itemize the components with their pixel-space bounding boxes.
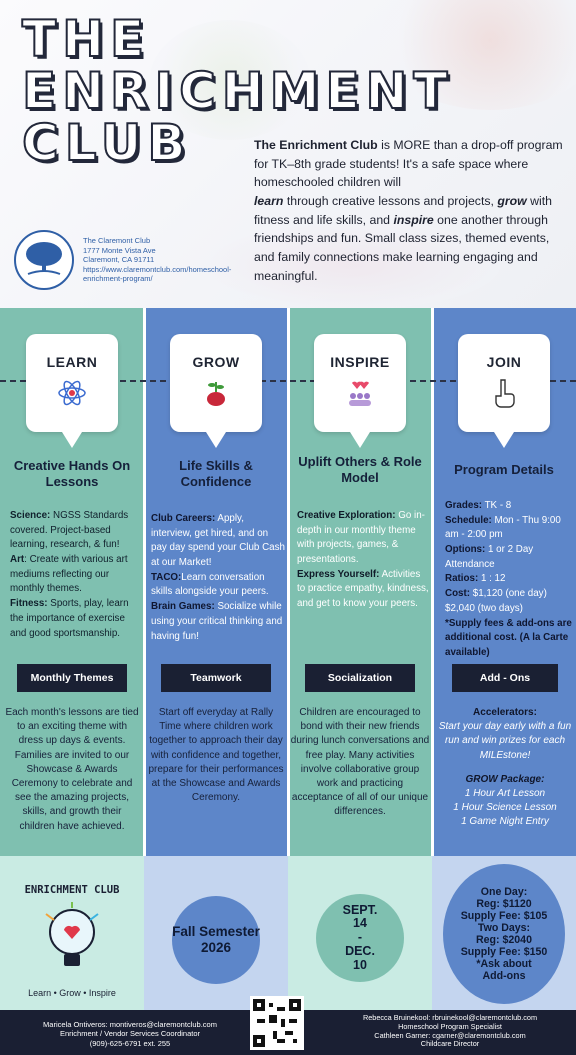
- contact-email-link[interactable]: Cathleen Garner: cgarner@claremontclub.com: [374, 1030, 526, 1040]
- join-label: JOIN: [486, 354, 522, 370]
- dates-cell: [288, 856, 432, 1010]
- pointing-hand-icon: [489, 378, 519, 408]
- contact-right: Rebecca Bruinekool: rbruinekool@claremontclub.com Homeschool Program Specialist Cathleen Garner: cgarner@claremontclub.com Childcare Director: [330, 1014, 570, 1049]
- learn-title: Creative Hands On Lessons: [13, 458, 131, 489]
- contact-email-link[interactable]: Maricela Ontiveros: montiveros@claremontclub.com: [43, 1020, 217, 1029]
- socialization-tag: Socialization: [305, 664, 415, 692]
- club-url-link[interactable]: https://www.claremontclub.com/homeschool-enrichment-program/: [83, 264, 232, 284]
- monthly-themes-tag: Monthly Themes: [17, 664, 127, 692]
- grow-body: Club Careers: Apply, interview, get hired, and on pay day spend your Club Cash at our Market! TACO:Learn conversation skills alongside your peers. Brain Games: Socialize while using your critical thinking and having fun!: [151, 513, 285, 642]
- inspire-footer-text: Children are encouraged to bond with their new friends during lunch conversations and free play. Many activities involve collaborative group work and practicing acceptance of all of our unique differences.: [290, 707, 430, 818]
- grow-footer-text: Start off everyday at Rally Time where children work together to approach their day with confidence and together, prepare for their performances at the Showcase and Awards Ceremony.: [148, 707, 284, 804]
- join-title: Program Details: [454, 462, 554, 477]
- title-line-3: CLUB: [22, 114, 192, 172]
- inspire-label: INSPIRE: [330, 354, 390, 370]
- people-hearts-icon: [345, 378, 375, 408]
- qr-code-icon[interactable]: [250, 996, 304, 1050]
- pricing-cell: [432, 856, 576, 1010]
- contact-email-link[interactable]: Rebecca Bruinekool: rbruinekool@claremontclub.com: [362, 1013, 538, 1022]
- club-logo-tagline: Learn • Grow • Inspire: [28, 988, 116, 998]
- join-footer-text: Accelerators: Start your day early with a fun run and win prizes for each MILEstone! GROW Package: 1 Hour Art Lesson 1 Hour Science Lesson 1 Game Night Entry: [438, 707, 572, 828]
- inspire-title: Uplift Others & Role Model: [298, 454, 422, 485]
- club-logo-cell: [0, 856, 144, 1010]
- join-body: Grades: TK - 8 Schedule: Mon - Thu 9:00 am - 2:00 pm Options: 1 or 2 Day Attendance Ratios: 1 : 12 Cost: $1,120 (one day) $2,040 (two days) *Supply fees & add-ons are additional cost. (A la Carte available): [445, 500, 572, 658]
- lightbulb-heart-icon: [42, 902, 102, 980]
- join-bubble: [458, 334, 550, 432]
- club-logo-title: ENRICHMENT CLUB: [24, 884, 120, 896]
- intro-paragraph: The Enrichment Club is MORE than a drop-off program for TK–8th grade students! It's a safe space where homeschooled children will learn through creative lessons and projects, grow with fitness and life skills, and inspire one another through friendships and fun. Small class sizes, themed events, and family connections make learning engaging and meaningful.: [254, 138, 563, 283]
- column-divider: [431, 308, 434, 856]
- title-line-2: ENRICHMENT: [22, 62, 454, 120]
- column-divider: [143, 308, 146, 856]
- claremont-tree-logo-icon: [14, 230, 74, 290]
- semester-circle: Fall Semester 2026: [172, 896, 260, 984]
- title-line-1: THE: [22, 10, 151, 68]
- grow-title: Life Skills & Confidence: [179, 458, 253, 489]
- inspire-bubble: [314, 334, 406, 432]
- grow-label: GROW: [192, 354, 240, 370]
- add-ons-tag: Add - Ons: [452, 664, 558, 692]
- teamwork-tag: Teamwork: [161, 664, 271, 692]
- semester-cell: [144, 856, 288, 1010]
- header: [0, 0, 576, 308]
- learn-footer-text: Each month's lessons are tied to an exciting theme with dress up days & events. Families are invited to our Showcase & Awards Ceremony to celebrate and see the amazing projects, skills, and growth their children have achieved.: [5, 707, 139, 832]
- pricing-circle: One Day: Reg: $1120 Supply Fee: $105 Two Days: Reg: $2040 Supply Fee: $150 *Ask about Add-ons: [443, 864, 565, 1004]
- grow-bubble: [170, 334, 262, 432]
- learn-body: Science: NGSS Standards covered. Project-based learning, research, & fun! Art: Create with various art mediums reflecting our monthly themes. Fitness: Sports, play, learn the importance of exercise and good sportsmanship.: [10, 510, 129, 639]
- inspire-body: Creative Exploration: Go in-depth in our monthly theme with projects, games, & presentations. Express Yourself: Activities to practice empathy, kindness, and get to know your peers.: [297, 510, 429, 610]
- atom-icon: [57, 378, 87, 408]
- learn-bubble: [26, 334, 118, 432]
- contact-left: Maricela Ontiveros: montiveros@claremontclub.com Enrichment / Vendor Services Coordinator (909)-625-6791 ext. 255: [20, 1020, 240, 1048]
- address-block: The Claremont Club 1777 Monte Vista Ave Claremont, CA 91711 https://www.claremontclub.com/homeschool-enrichment-program/: [83, 236, 232, 284]
- brain-sprout-icon: [201, 378, 231, 408]
- learn-label: LEARN: [46, 354, 98, 370]
- dates-circle: SEPT. 14 - DEC. 10: [316, 894, 404, 982]
